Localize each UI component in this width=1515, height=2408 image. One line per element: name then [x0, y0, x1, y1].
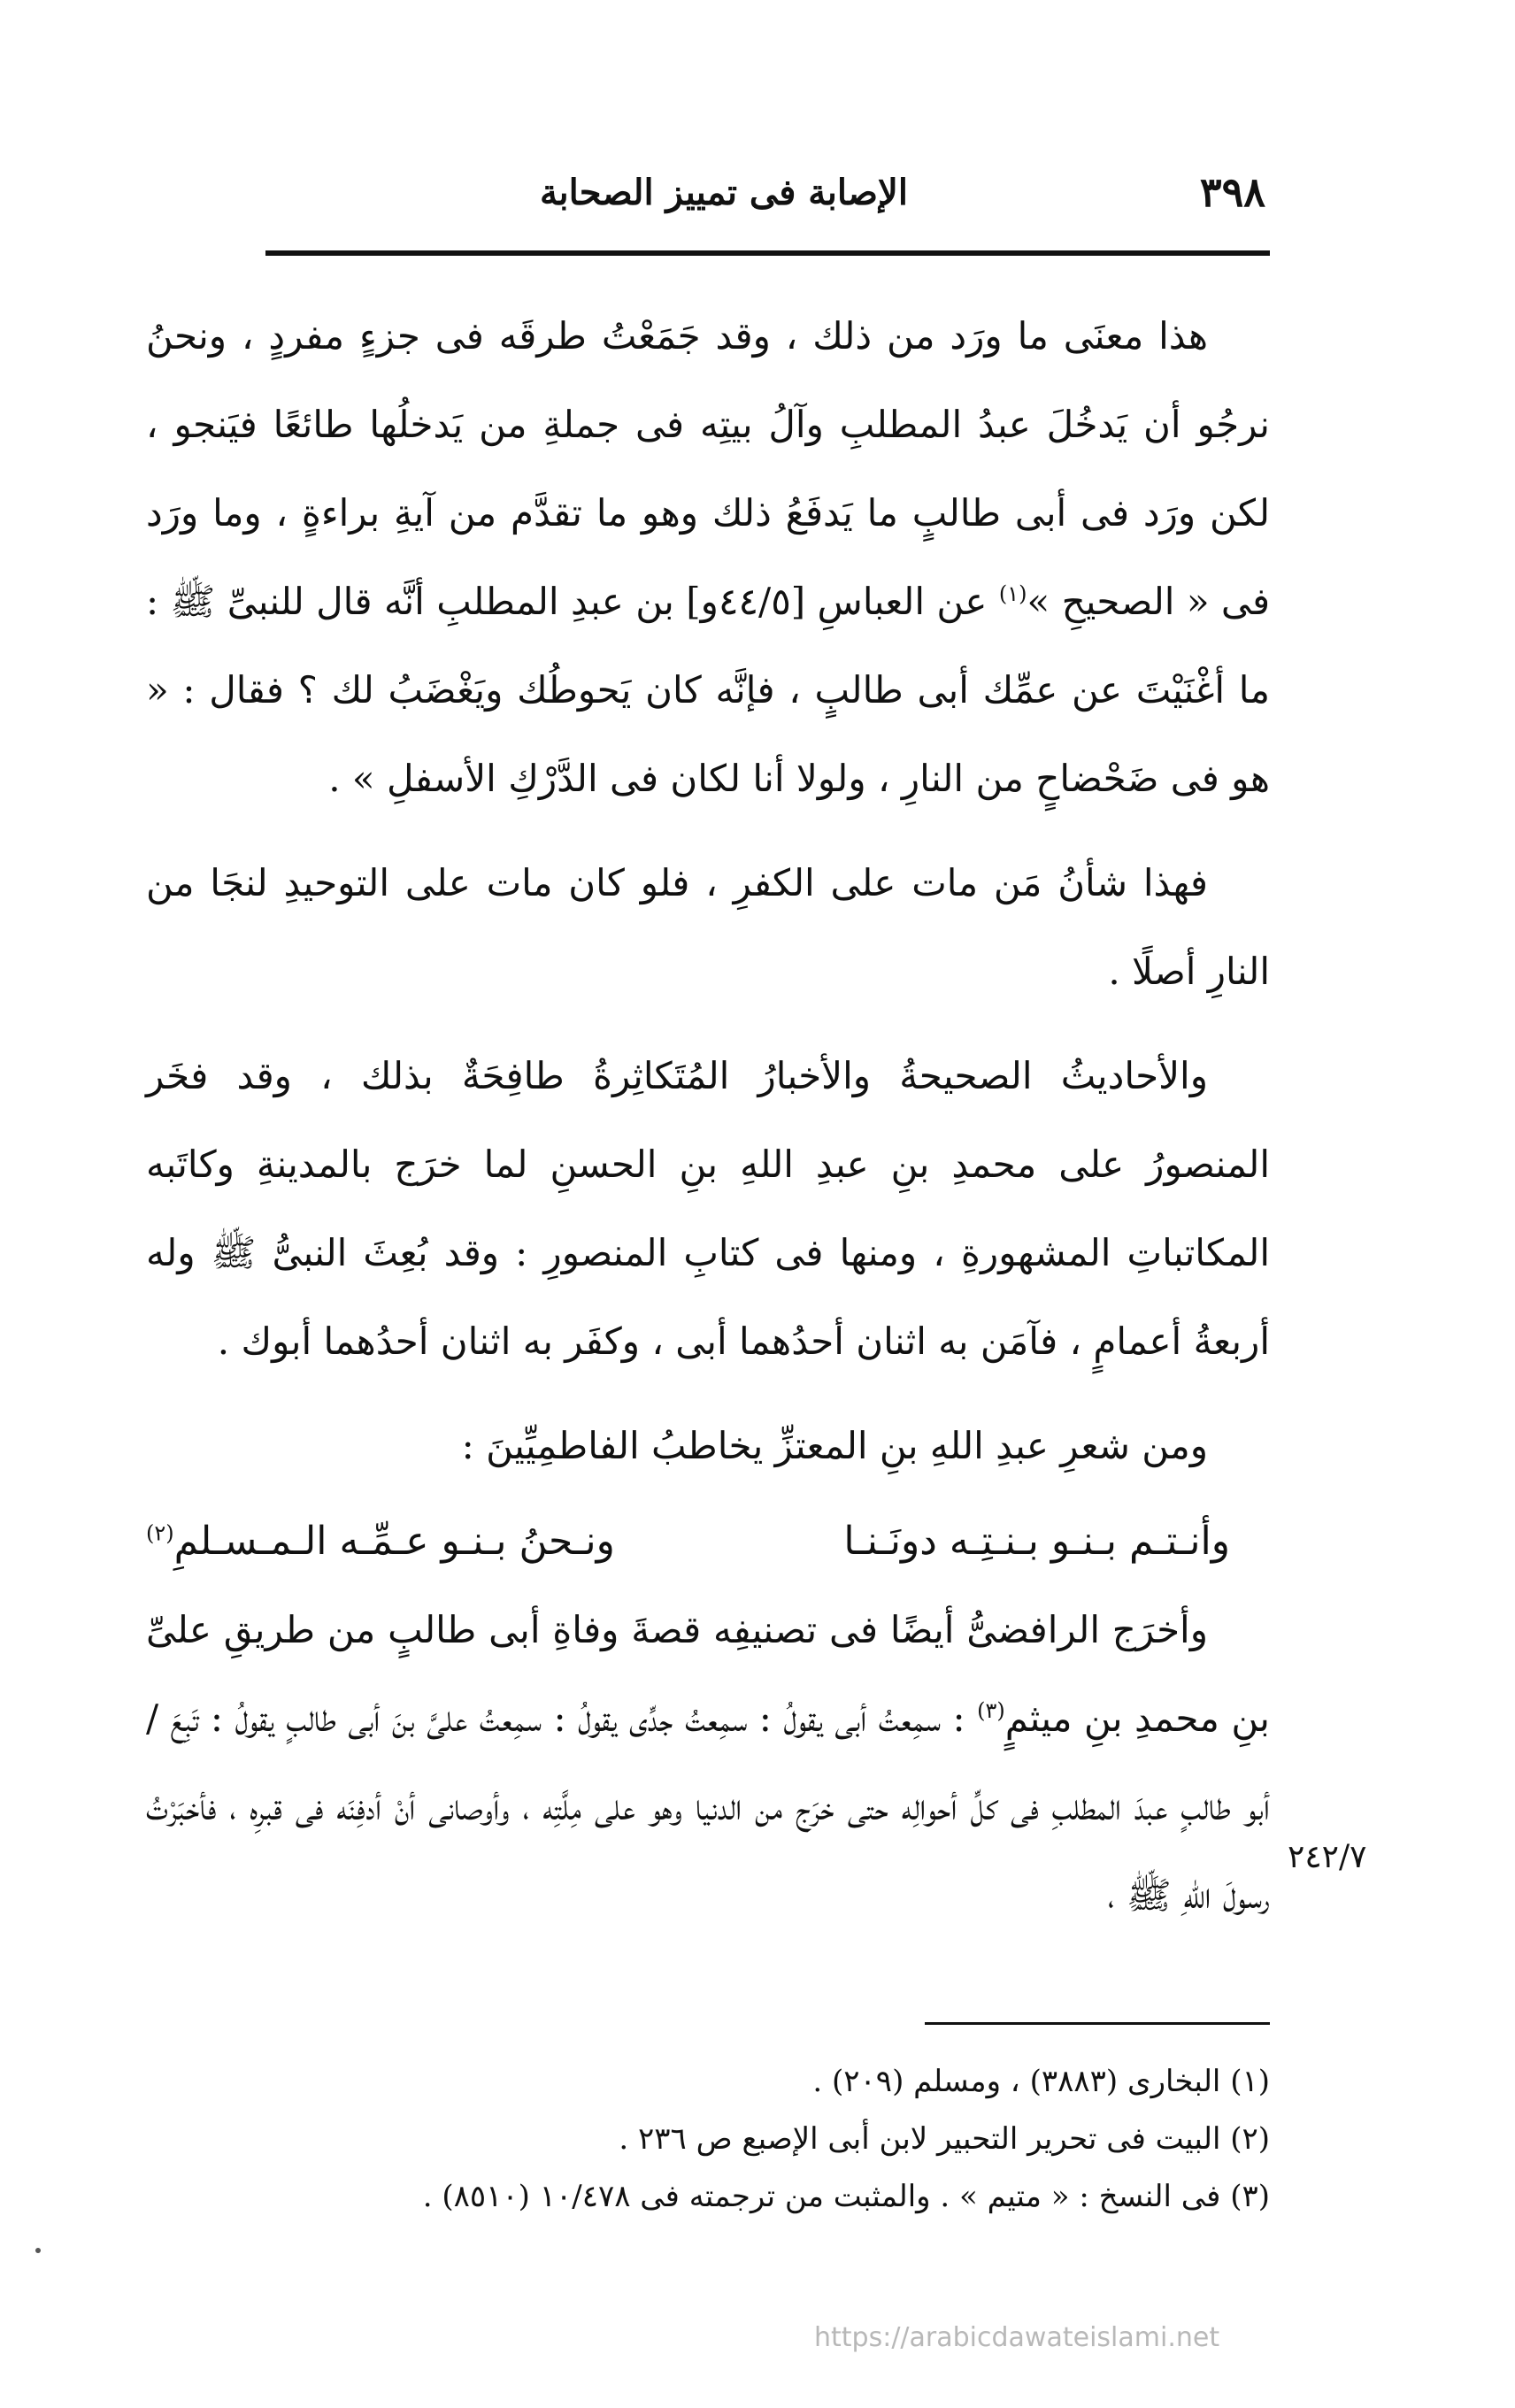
- footnote-rule: [925, 2022, 1270, 2025]
- page-number: ٣٩٨: [1199, 168, 1265, 216]
- header-rule: [265, 250, 1270, 256]
- main-text: [146, 292, 1270, 1940]
- footnote-ref-3[interactable]: (٣): [977, 1698, 1005, 1723]
- paragraph-3: [146, 1032, 1270, 1386]
- footnote-1: (١) البخارى (٣٨٨٣) ، ومسلم (٢٠٩) .: [812, 2064, 1270, 2099]
- paragraph-5-text: وأخرَج الرافضىُّ أيضًا فى تصنيفِه قصةَ وفاةِ أبى طالبٍ من طريقِ علىِّ بنِ محمدِ بنِ ميثمٍ: [146, 1608, 1271, 1740]
- verse-second-hemistich: ونـحنُ بـنـو عـمِّـه الـمـسـلمِ: [173, 1519, 615, 1564]
- margin-reference: ٢٤٢/٧: [1288, 1839, 1367, 1875]
- footnote-3: (٣) فى النسخ : « متيم » . والمثبت من ترجمته فى ١٠/٤٧٨ (٨٥١٠) .: [422, 2179, 1270, 2214]
- paragraph-2-text: فهذا شأنُ مَن مات على الكفرِ ، فلو كان مات على التوحيدِ لنجَا من النارِ أصلًا .: [146, 861, 1270, 993]
- footnote-2: (٢) البيت فى تحرير التحبير لابن أبى الإصبع ص ٢٣٦ .: [619, 2121, 1270, 2157]
- book-title: الإصابة فى تمييز الصحابة: [540, 172, 908, 213]
- verse-second-hemistich-wrap: [146, 1497, 615, 1586]
- footnote-ref-2[interactable]: (٢): [146, 1520, 174, 1546]
- scan-speck: [35, 2248, 41, 2253]
- paragraph-1: [146, 292, 1270, 823]
- running-header: [265, 168, 1265, 230]
- watermark-url: https://arabicdawateislami.net: [814, 2322, 1220, 2353]
- paragraph-5-text-cont: : سمِعتُ أبى يقولُ : سمِعتُ جدِّى يقولُ : سمِعتُ علىَّ بنَ أبى طالبٍ يقولُ : تَبِعَ /أبو طالبٍ عبدَ المطلبِ فى كلِّ أحوالِه حتى خرَج من الدنيا وهو على مِلَّتِه ، وأوصانى أنْ أدفِنَه فى قبرِه ، فأخبَرْتُ رسولَ اللهِ ﷺ ،: [146, 1696, 1270, 1917]
- poetry-verse: [146, 1497, 1270, 1586]
- paragraph-2: [146, 839, 1270, 1016]
- verse-first-hemistich: وأنـتـم بـنـو بـنـتِـه دونَـنـا: [843, 1519, 1230, 1564]
- footnote-ref-1[interactable]: (١): [998, 581, 1027, 606]
- paragraph-1-text: هذا معنَى ما ورَد من ذلك ، وقد جَمَعْتُ طرقَه فى جزءٍ مفردٍ ، ونحنُ نرجُو أن يَدخُلَ عبدُ المطلبِ وآلُ بيتِه فى جملةِ من يَدخلُها طائعًا فيَنجو ، لكن ورَد فى أبى طالبٍ ما يَدفَعُ ذلك وهو ما تقدَّم من آيةِ براءةٍ ، وما ورَد فى « الصحيحِ »: [146, 314, 1271, 623]
- paragraph-4: [146, 1402, 1270, 1490]
- paragraph-1-text-cont: عن العباسِ [٤٤/٥و] بن عبدِ المطلبِ أنَّه قال للنبىِّ ﷺ : ما أغْنَيْتَ عن عمِّك أبى طالبٍ ، فإنَّه كان يَحوطُك ويَغْضَبُ لك ؟ فقال : « هو فى ضَحْضاحٍ من النارِ ، ولولا أنا لكان فى الدَّرْكِ الأسفلِ » .: [146, 580, 1270, 800]
- paragraph-4-text: ومن شعرِ عبدِ اللهِ بنِ المعتزِّ يخاطبُ الفاطمِيِّينَ :: [461, 1424, 1208, 1467]
- paragraph-3-text: والأحاديثُ الصحيحةُ والأخبارُ المُتَكاثِرةُ طافِحَةٌ بذلك ، وقد فخَر المنصورُ على محمدِ بنِ عبدِ اللهِ بنِ الحسنِ لما خرَج بالمدينةِ وكاتَبه المكاتباتِ المشهورةِ ، ومنها فى كتابِ المنصورِ : وقد بُعِثَ النبىُّ ﷺ وله أربعةُ أعمامٍ ، فآمَن به اثنان أحدُهما أبى ، وكفَر به اثنان أحدُهما أبوك .: [146, 1054, 1270, 1363]
- paragraph-5: [146, 1586, 1270, 1940]
- footnotes: [265, 2053, 1270, 2226]
